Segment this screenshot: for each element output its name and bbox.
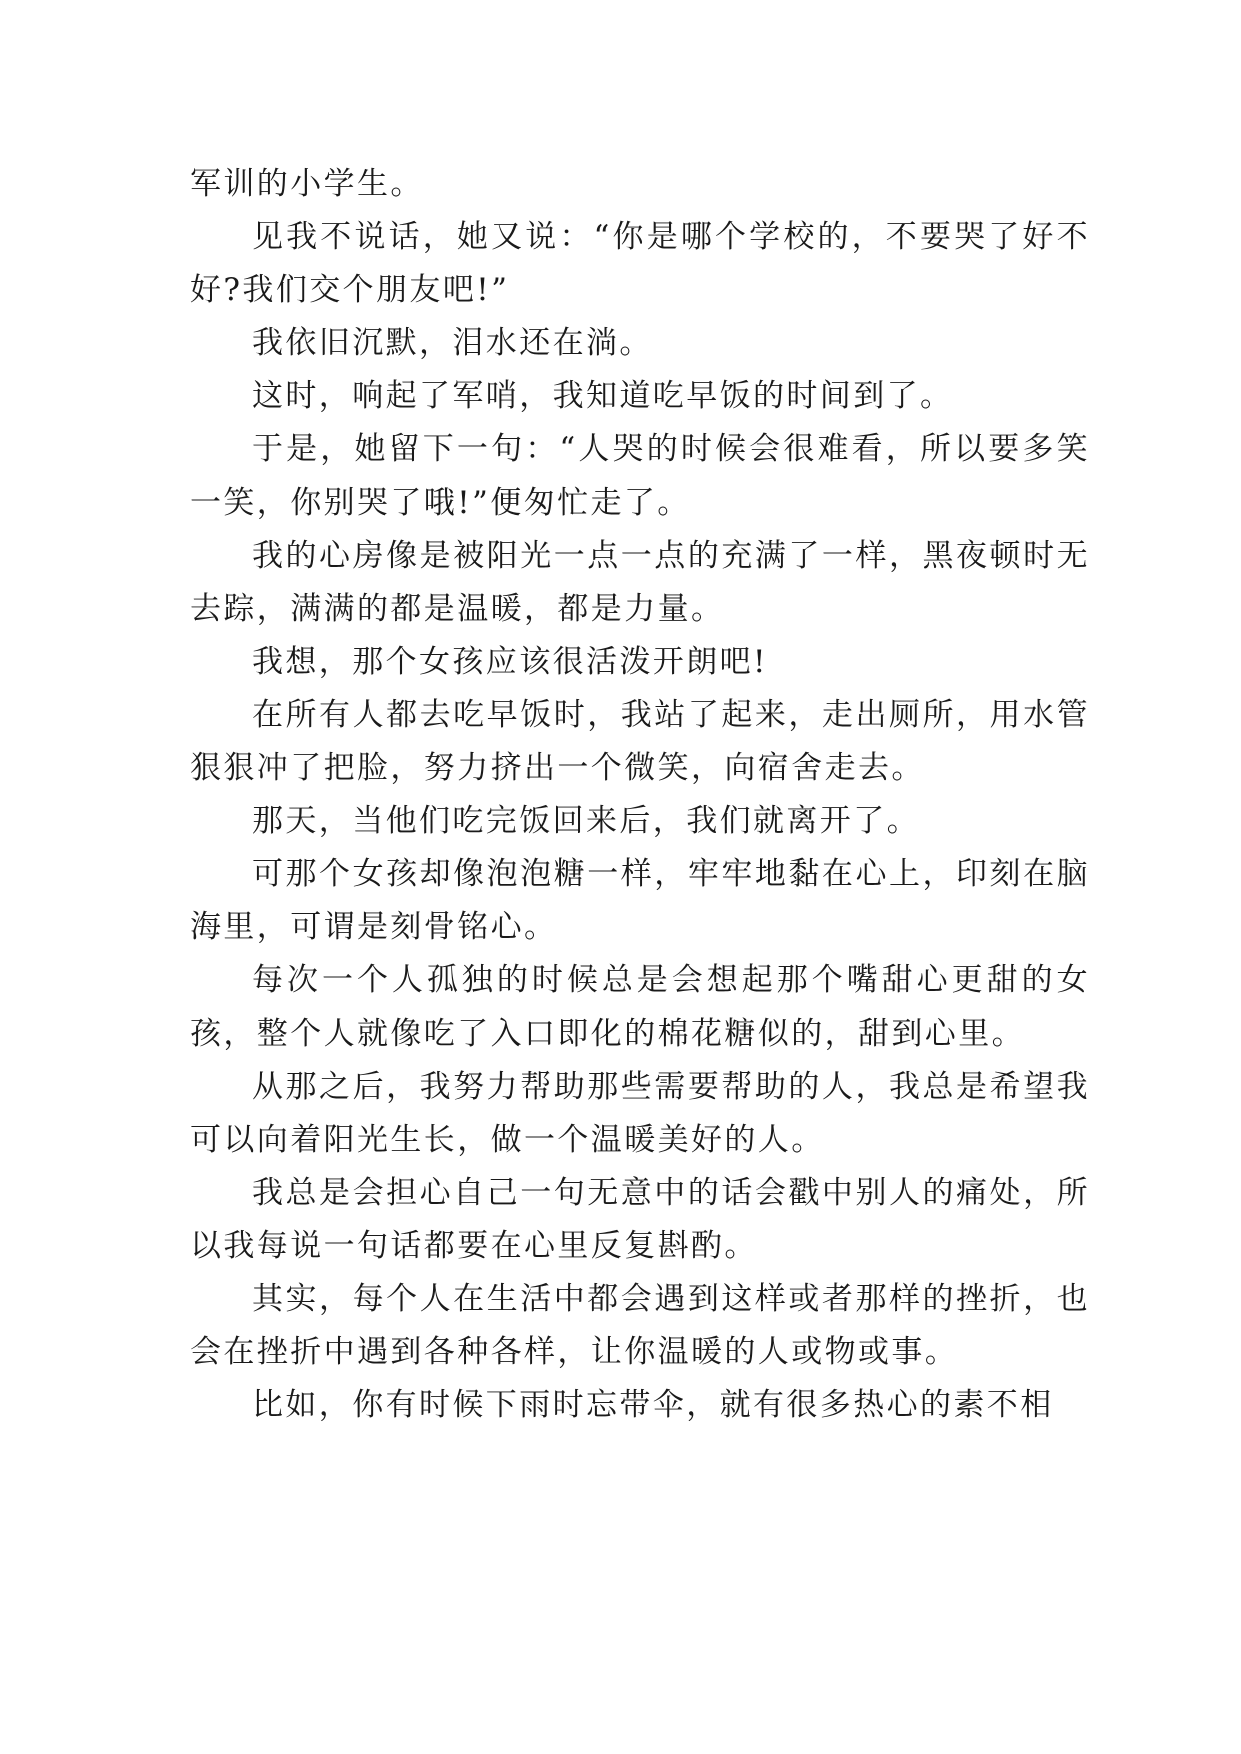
paragraph: 我总是会担心自己一句无意中的话会戳中别人的痛处，所以我每说一句话都要在心里反复斟酌。 — [190, 1174, 1090, 1264]
paragraph: 那天，当他们吃完饭回来后，我们就离开了。 — [252, 803, 920, 840]
paragraph: 这时，响起了军哨，我知道吃早饭的时间到了。 — [252, 378, 954, 415]
paragraph: 我的心房像是被阳光一点一点的充满了一样，黑夜顿时无去踪，满满的都是温暖，都是力量。 — [190, 537, 1090, 627]
paragraph: 每次一个人孤独的时候总是会想起那个嘴甜心更甜的女孩，整个人就像吃了入口即化的棉花糖似的，甜到心里。 — [190, 962, 1090, 1052]
paragraph: 其实，每个人在生活中都会遇到这样或者那样的挫折，也会在挫折中遇到各种各样，让你温暖的人或物或事。 — [190, 1280, 1090, 1371]
document-body — [190, 158, 1090, 1432]
paragraph: 于是，她留下一句：“人哭的时候会很难看，所以要多笑一笑，你别哭了哦!”便匆忙走了。 — [190, 431, 1090, 521]
paragraph: 可那个女孩却像泡泡糖一样，牢牢地黏在心上，印刻在脑海里，可谓是刻骨铭心。 — [190, 856, 1090, 946]
paragraph: 我依旧沉默，泪水还在淌。 — [252, 325, 653, 362]
paragraph: 军训的小学生。 — [190, 166, 424, 202]
paragraph: 我想，那个女孩应该很活泼开朗吧! — [252, 643, 768, 680]
paragraph: 见我不说话，她又说：“你是哪个学校的，不要哭了好不好?我们交个朋友吧!” — [190, 219, 1090, 309]
paragraph: 比如，你有时候下雨时忘带伞，就有很多热心的素不相 — [252, 1387, 1054, 1424]
paragraph: 从那之后，我努力帮助那些需要帮助的人，我总是希望我可以向着阳光生长，做一个温暖美好的人。 — [190, 1068, 1090, 1158]
paragraph: 在所有人都去吃早饭时，我站了起来，走出厕所，用水管狠狠冲了把脸，努力挤出一个微笑，向宿舍走去。 — [190, 696, 1090, 787]
